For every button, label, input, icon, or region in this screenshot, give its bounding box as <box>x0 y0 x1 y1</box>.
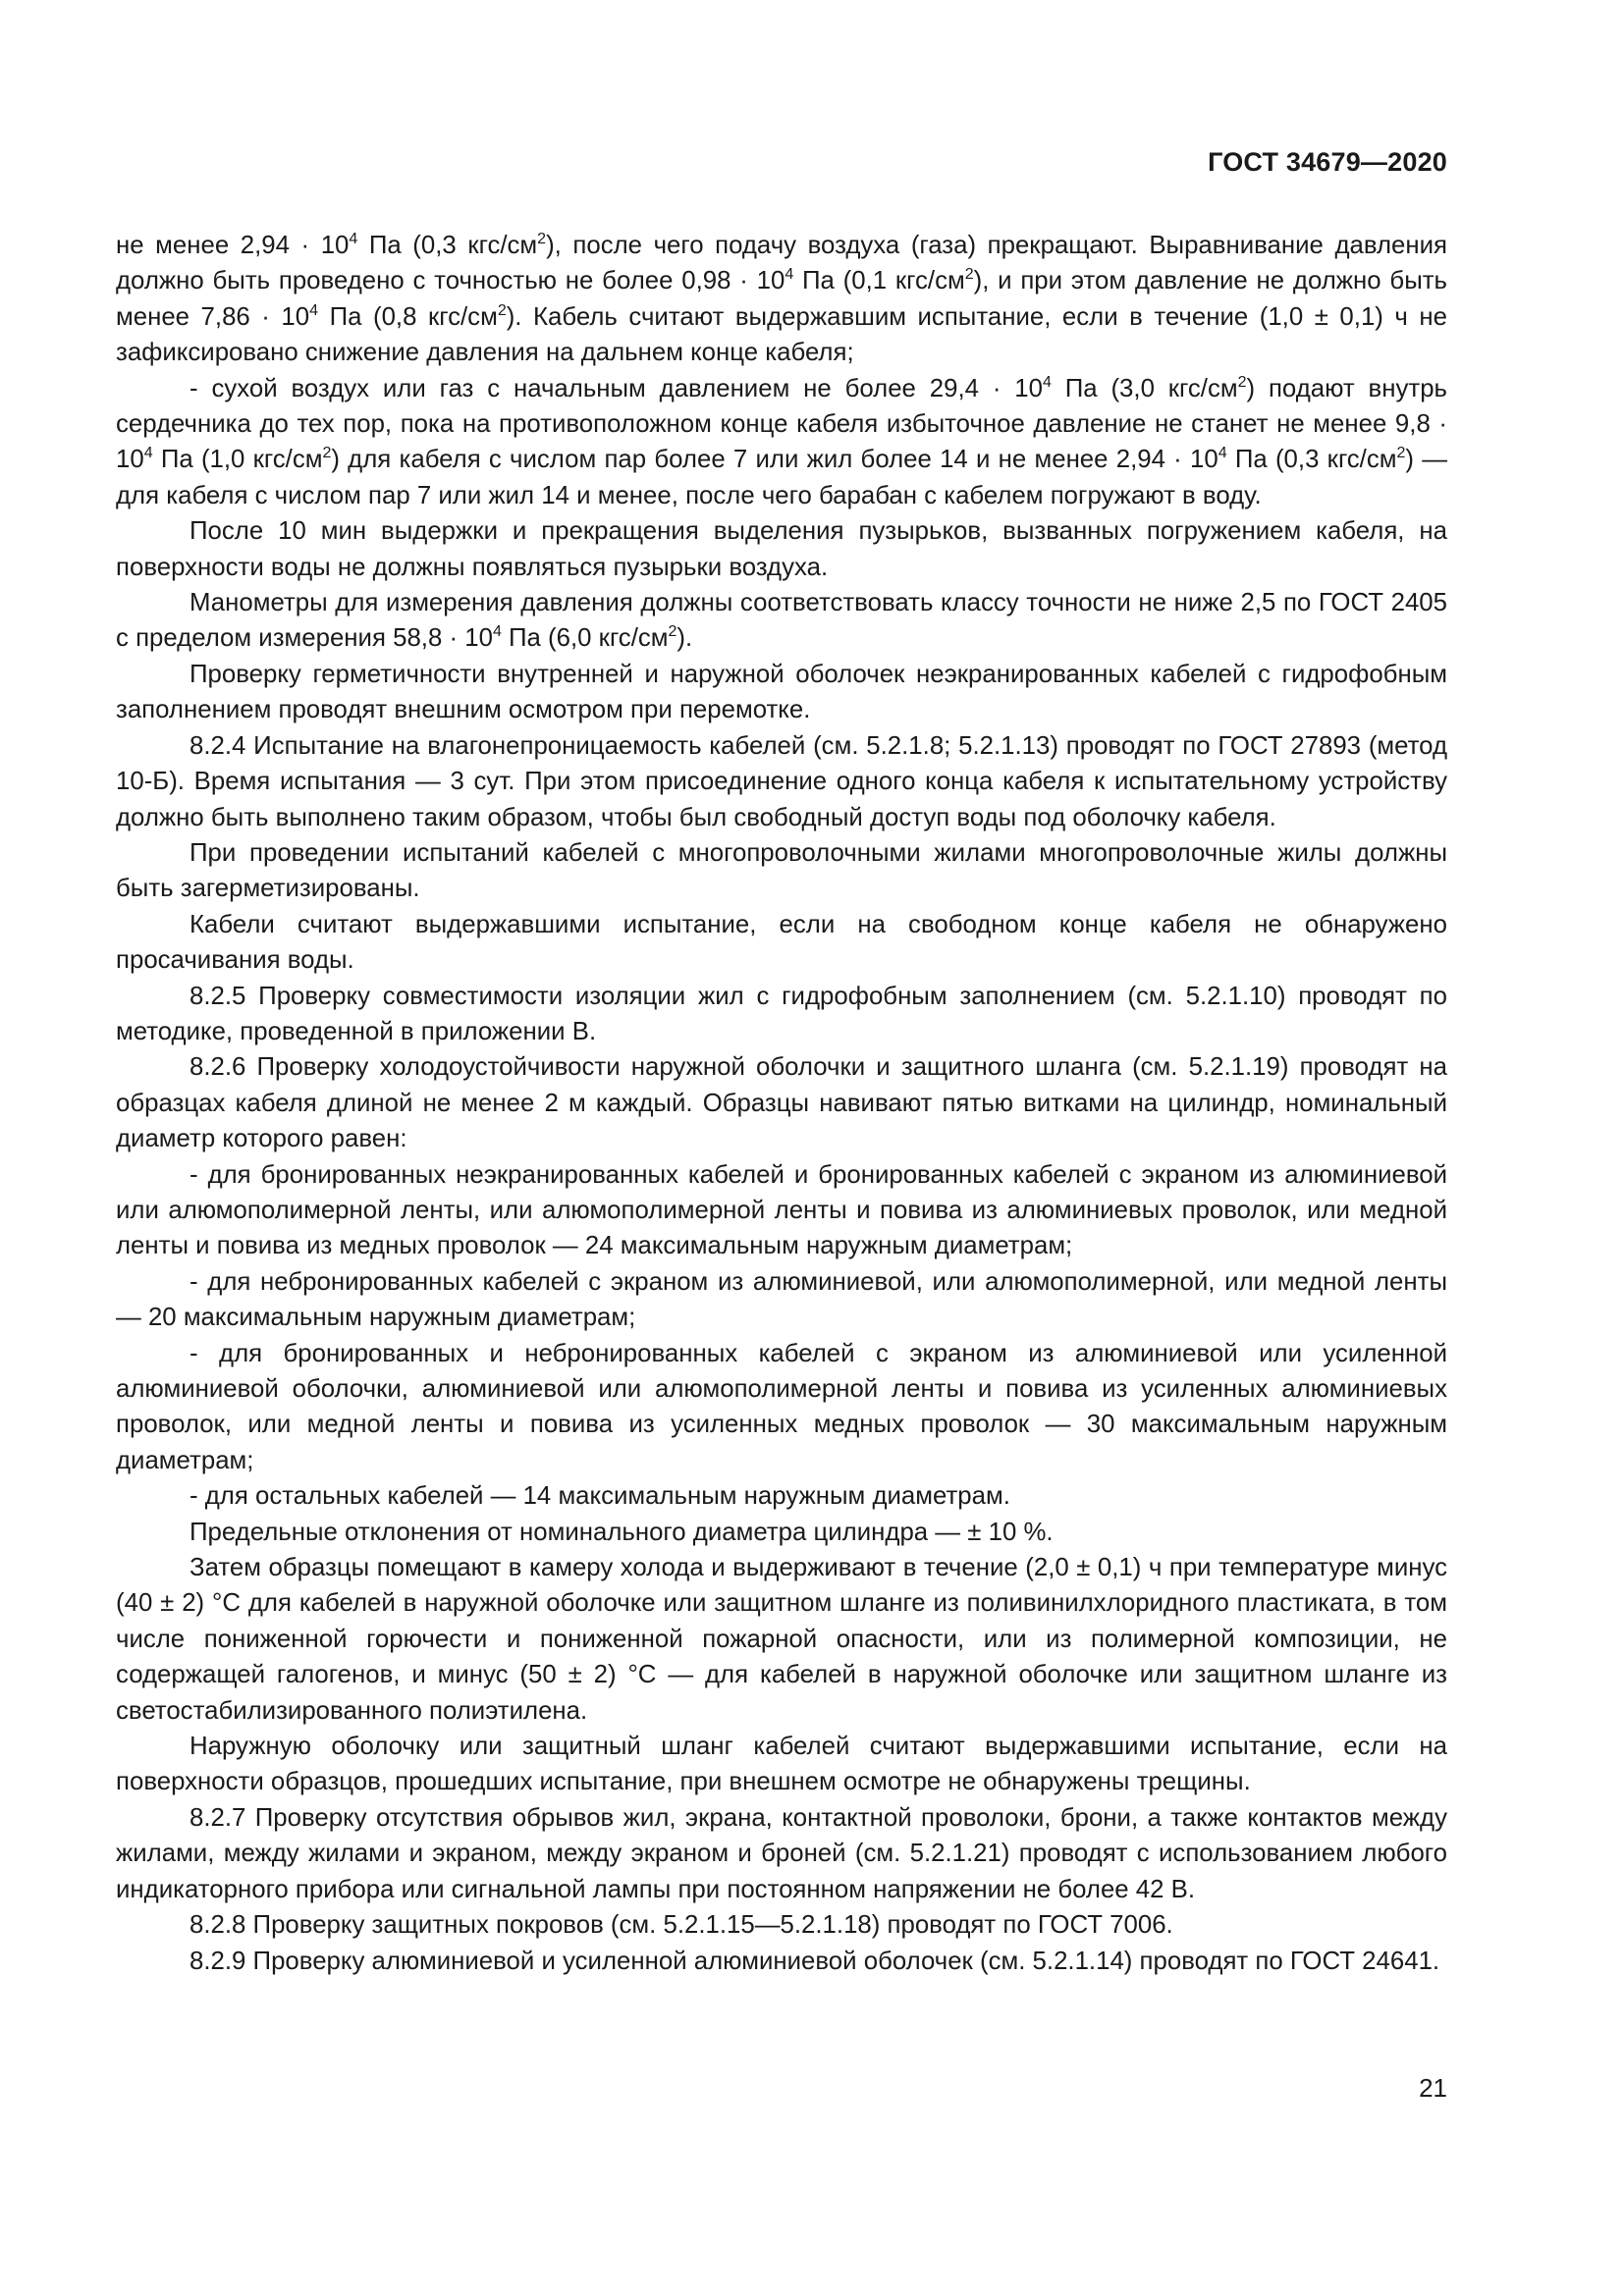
paragraph: Наружную оболочку или защитный шланг кабелей считают выдержавшими испытание, если на поверхности образцов, прошедших испытание, при внешнем осмотре не обнаружены трещины. <box>116 1733 1447 1796</box>
paragraph: Кабели считают выдержавшими испытание, если на свободном конце кабеля не обнаружено просачивания воды. <box>116 910 1447 975</box>
section-8-2-9: 8.2.9 Проверку алюминиевой и усиленной алюминиевой оболочек (см. 5.2.1.14) проводят по ГОСТ 24641. <box>189 1947 1440 1975</box>
section-8-2-8: 8.2.8 Проверку защитных покровов (см. 5.2.1.15—5.2.1.18) проводят по ГОСТ 7006. <box>189 1911 1173 1940</box>
list-item: - сухой воздух или газ с начальным давлением не более $29,4 \cdot 10^4$ Па (3,0 кгс/$см^2$) подают внутрь сердечника до тех пор, пока на противоположном конце кабеля избыточное давление не станет не менее $9,8 \cdot 10^4$ Па (1,0 кгс/$см^2$) для кабеля с числом пар более 7 или жил более 14 и не менее $2,94 \cdot 10^4$ Па (0,3 кгс/$см^2$) — для кабеля с числом пар 7 или жил 14 и менее, после чего барабан с кабелем погружают в воду. <box>116 373 1447 509</box>
standard-header: ГОСТ 34679—2020 <box>1208 147 1447 177</box>
list-item: - для остальных кабелей — 14 максимальным наружным диаметрам. <box>189 1482 1010 1511</box>
paragraph: Предельные отклонения от номинального диаметра цилиндра — ± 10 %. <box>189 1518 1054 1546</box>
paragraph: После 10 мин выдержки и прекращения выделения пузырьков, вызванных погружением кабеля, на поверхности воды не должны появляться пузырьки воздуха. <box>116 517 1447 581</box>
section-8-2-5: 8.2.5 Проверку совместимости изоляции жил с гидрофобным заполнением (см. 5.2.1.10) проводят по методике, проведенной в приложении В. <box>116 982 1447 1045</box>
paragraph: Проверку герметичности внутренней и наружной оболочек неэкранированных кабелей с гидрофобным заполнением проводят внешним осмотром при перемотке. <box>116 660 1447 724</box>
page-number: 21 <box>1419 2073 1447 2103</box>
section-8-2-4: 8.2.4 Испытание на влагонепроницаемость кабелей (см. 5.2.1.8; 5.2.1.13) проводят по ГОСТ 27893 (метод 10-Б). Время испытания — 3 сут. При этом присоединение одного конца кабеля к испытательному устройству должно быть выполнено таким образом, чтобы был свободный доступ воды под оболочку кабеля. <box>116 731 1447 831</box>
section-8-2-6: 8.2.6 Проверку холодоустойчивости наружной оболочки и защитного шланга (см. 5.2.1.19) проводят на образцах кабеля длиной не менее 2 м каждый. Образцы навивают пятью витками на цилиндр, номинальный диаметр которого равен: <box>116 1053 1447 1153</box>
section-8-2-7: 8.2.7 Проверку отсутствия обрывов жил, экрана, контактной проволоки, брони, а также контактов между жилами, между жилами и экраном, между экраном и броней (см. 5.2.1.21) проводят с использованием любого индикаторного прибора или сигнальной лампы при постоянном напряжении не более 42 В. <box>116 1803 1447 1903</box>
document-body <box>116 228 1447 1979</box>
paragraph: не менее $2,94 \cdot 10^4$ Па (0,3 кгс/$см^2$), после чего подачу воздуха (газа) прекращают. Выравнивание давления должно быть проведено с точностью не более $0,98 \cdot 10^4$ Па (0,1 кгс/$см^2$), и при этом давление не должно быть менее $7,86 \cdot 10^4$ Па (0,8 кгс/$см^2$). Кабель считают выдержавшим испытание, если в течение (1,0 ± 0,1) ч не зафиксировано снижение давления на дальнем конце кабеля; <box>116 231 1448 367</box>
paragraph: При проведении испытаний кабелей с многопроволочными жилами многопроволочные жилы должны быть загерметизированы. <box>116 838 1447 903</box>
list-item: - для бронированных неэкранированных кабелей и бронированных кабелей с экраном из алюминиевой или алюмополимерной ленты, или алюмополимерной ленты и повива из алюминиевых проволок, или медной ленты и повива из медных проволок — 24 максимальным наружным диаметрам; <box>116 1160 1447 1260</box>
list-item: - для небронированных кабелей с экраном из алюминиевой, или алюмополимерной, или медной ленты — 20 максимальным наружным диаметрам; <box>116 1267 1447 1332</box>
paragraph: Манометры для измерения давления должны соответствовать классу точности не ниже 2,5 по ГОСТ 2405 с пределом измерения $58,8 \cdot 10^4$ Па (6,0 кгс/$см^2$). <box>116 589 1447 653</box>
list-item: - для бронированных и небронированных кабелей с экраном из алюминиевой или усиленной алюминиевой оболочки, алюминиевой или алюмополимерной ленты и повива из усиленных алюминиевых проволок, или медной ленты и повива из усиленных медных проволок — 30 максимальным наружным диаметрам; <box>116 1339 1447 1474</box>
paragraph: Затем образцы помещают в камеру холода и выдерживают в течение (2,0 ± 0,1) ч при температуре минус (40 ± 2) °С для кабелей в наружной оболочке или защитном шланге из поливинилхлоридного пластиката, в том числе пониженной горючести и пониженной пожарной опасности, или из полимерной композиции, не содержащей галогенов, и минус (50 ± 2) °С — для кабелей в наружной оболочке или защитном шланге из светостабилизированного полиэтилена. <box>116 1554 1447 1725</box>
